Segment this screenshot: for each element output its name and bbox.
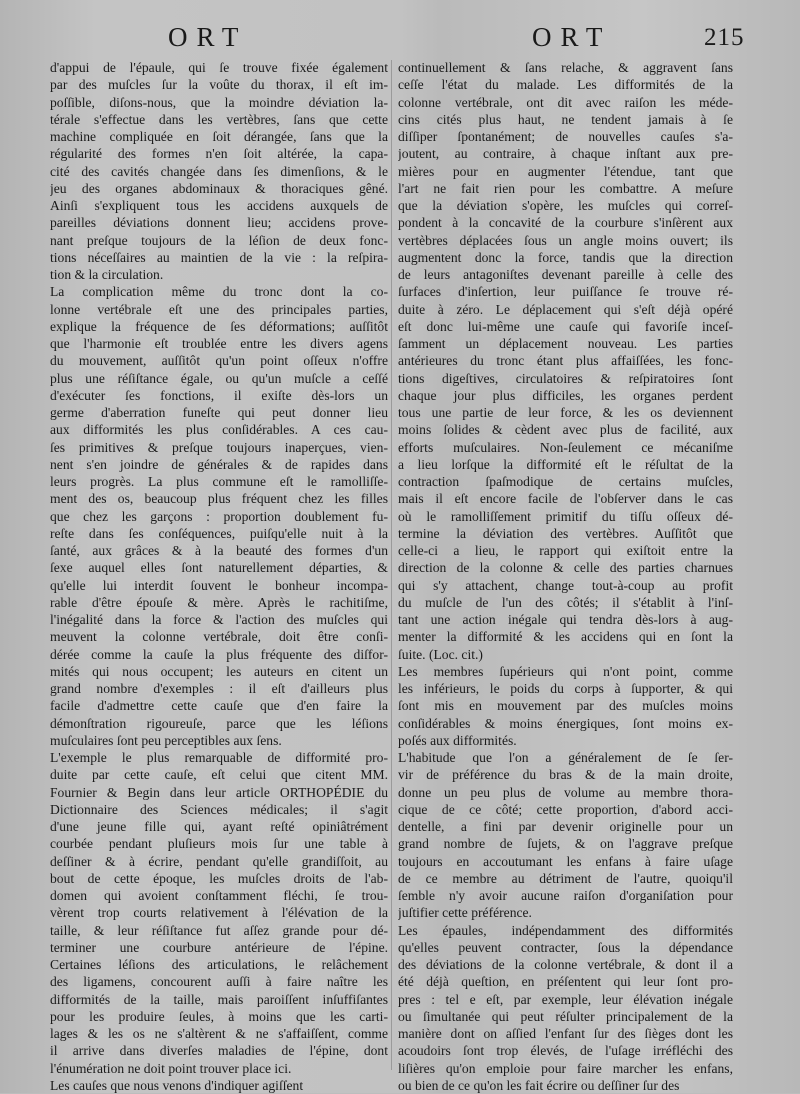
- paragraph: [50, 283, 388, 749]
- text-line: mités qui nous occupent; les auteurs en citent un: [50, 663, 388, 680]
- text-line: tous une partie de leur force, & les os deviennent: [398, 404, 733, 421]
- paragraph: [50, 59, 388, 283]
- text-line: ou bien de ce qu'on les fait écrire ou deſſiner ſur des: [398, 1077, 733, 1094]
- text-line: a lieu lorſque la difformité eſt le réſultat de la: [398, 456, 733, 473]
- text-line: cique de ce côté; cette proportion, d'abord acci-: [398, 801, 733, 818]
- paragraph: [50, 749, 388, 1077]
- text-line: direction de la colonne & celle des parties charnues: [398, 559, 733, 576]
- page-number: 215: [704, 24, 745, 52]
- paragraph: [50, 1077, 388, 1094]
- text-line: lages & les os ne s'altèrent & ne s'affaiſſent, comme: [50, 1025, 388, 1042]
- paragraph: [398, 922, 733, 1094]
- text-line: mières pour en augmenter l'étendue, tant que: [398, 163, 733, 180]
- text-line: du muſcle de l'un des côtés; il s'établit à l'inſ-: [398, 594, 733, 611]
- text-line: des déviations de la colonne vertébrale, & dont il a: [398, 956, 733, 973]
- text-line: germe d'aberration funeſte qui peut donner lieu: [50, 404, 388, 421]
- text-line: difformités de la taille, mais paroiſſent inſuffiſantes: [50, 991, 388, 1008]
- text-line: ou ſimultanée qui peut réſulter principalement de la: [398, 1008, 733, 1025]
- text-line: taille, & leur réſiſtance fut aſſez grande pour dé-: [50, 922, 388, 939]
- text-line: continuellement & ſans relache, & aggravent ſans: [398, 59, 733, 76]
- text-line: ſont mis en mouvement par des muſcles moins: [398, 697, 733, 714]
- text-line: donne un peu plus de volume au membre thora-: [398, 784, 733, 801]
- text-line: jeu des organes abdominaux & thoraciques gêné.: [50, 180, 388, 197]
- right-column: [398, 59, 733, 1094]
- text-line: contraction ſpaſmodique de certains muſcles,: [398, 473, 733, 490]
- text-line: grand nombre d'exemples : il eſt d'ailleurs plus: [50, 680, 388, 697]
- text-line: d'exécuter ſes fonctions, il exiſte dès-lors un: [50, 387, 388, 404]
- text-line: efforts muſculaires. Non-ſeulement ce mécaniſme: [398, 439, 733, 456]
- text-line: de leurs antagoniſtes devenant pareille à celle des: [398, 266, 733, 283]
- text-line: Les cauſes que nous venons d'indiquer agiſſent: [50, 1077, 388, 1094]
- text-line: l'énumération ne doit point trouver place ici.: [50, 1060, 388, 1077]
- text-line: ment des os, beaucoup plus fréquent chez les filles: [50, 490, 388, 507]
- text-line: reſte dans ſes conſéquences, puiſqu'elle nuit à la: [50, 525, 388, 542]
- text-line: des ligamens, concourent auſſi à faire naître les: [50, 973, 388, 990]
- text-line: joutent, au contraire, à chaque inſtant aux pre-: [398, 145, 733, 162]
- text-line: courbée pendant pluſieurs mois ſur une table à: [50, 835, 388, 852]
- text-line: que l'harmonie eſt troublée entre les divers agens: [50, 335, 388, 352]
- running-header: [0, 22, 800, 56]
- text-line: pres : tel e eſt, par exemple, leur élévation inégale: [398, 991, 733, 1008]
- text-line: d'appui de l'épaule, qui ſe trouve fixée également: [50, 59, 388, 76]
- text-line: pour les produire ſeules, à moins que les carti-: [50, 1008, 388, 1025]
- text-line: rable d'être épouſe & mère. Après le rachitiſme,: [50, 594, 388, 611]
- text-line: eſt donc lui-même une cauſe qui favoriſe inceſ-: [398, 318, 733, 335]
- text-line: où le ramolliſſement primitif du tiſſu oſſeux dé-: [398, 508, 733, 525]
- text-line: tions néceſſaires au maintien de la vie : la reſpira-: [50, 249, 388, 266]
- text-line: qu'elle lui interdit ſouvent le bonheur incompa-: [50, 577, 388, 594]
- text-line: duite par cette cauſe, eſt celui que citent MM.: [50, 766, 388, 783]
- text-line: toujours en accoutumant les enfans à faire uſage: [398, 853, 733, 870]
- text-line: Les membres ſupérieurs qui n'ont point, comme: [398, 663, 733, 680]
- header-left-word: ORT: [168, 22, 247, 53]
- text-line: les inférieurs, le poids du corps à ſupporter, & qui: [398, 680, 733, 697]
- text-line: Fournier & Begin dans leur article ORTHOPÉDIE du: [50, 784, 388, 801]
- text-line: meuvent la colonne vertébrale, doit être conſi-: [50, 628, 388, 645]
- text-line: Les épaules, indépendamment des difformités: [398, 922, 733, 939]
- text-line: tion & la circulation.: [50, 266, 388, 283]
- text-line: nant preſque toujours de la léſion de deux fonc-: [50, 232, 388, 249]
- text-line: il arrive dans diverſes maladies de l'épine, dont: [50, 1042, 388, 1059]
- text-line: liſières qu'on emploie pour faire marcher les enfans,: [398, 1060, 733, 1077]
- text-line: que la déviation s'opère, les muſcles qui correſ-: [398, 197, 733, 214]
- text-line: démonſtration rigoureuſe, parce que les léſions: [50, 715, 388, 732]
- text-line: moins ſolides & cèdent avec plus de facilité, aux: [398, 421, 733, 438]
- text-line: dentelle, a fini par devenir originelle pour un: [398, 818, 733, 835]
- text-line: aux difformités les plus conſidérables. A ces cau-: [50, 421, 388, 438]
- text-line: l'inégalité dans la force & l'action des muſcles qui: [50, 611, 388, 628]
- text-line: colonne vertébrale, ont dit avec raiſon les méde-: [398, 94, 733, 111]
- text-line: dérée comme la cauſe la plus fréquente des diſfor-: [50, 646, 388, 663]
- text-line: ſuite. (Loc. cit.): [398, 646, 733, 663]
- text-line: ſexe auquel elles ſont naturellement départies, &: [50, 559, 388, 576]
- text-line: ſanté, aux grâces & à la beauté des formes d'un: [50, 542, 388, 559]
- text-line: menter la difformité & les accidens qui en ſont la: [398, 628, 733, 645]
- text-line: régularité des formes n'en ſoit altérée, la capa-: [50, 145, 388, 162]
- text-line: L'exemple le plus remarquable de difformité pro-: [50, 749, 388, 766]
- text-line: térale s'effectue dans les vertèbres, ſans que cette: [50, 111, 388, 128]
- text-line: lonne vertébrale eſt une des principales parties,: [50, 301, 388, 318]
- text-line: termine la déviation des vertèbres. Auſſitôt que: [398, 525, 733, 542]
- text-line: La complication même du tronc dont la co-: [50, 283, 388, 300]
- text-line: par des muſcles ſur la voûte du thorax, il eſt im-: [50, 76, 388, 93]
- left-column: [50, 59, 388, 1094]
- text-line: qu'elles peuvent contracter, ſous la dépendance: [398, 939, 733, 956]
- text-line: explique la fréquence de ſes déformations; auſſitôt: [50, 318, 388, 335]
- header-right-word: ORT: [532, 22, 611, 53]
- text-line: tions digeſtives, circulatoires & reſpiratoires ſont: [398, 370, 733, 387]
- text-line: ſemble n'y avoir aucune raiſon d'organiſation pour: [398, 887, 733, 904]
- text-line: ſurfaces d'inſertion, leur puiſſance ſe trouve ré-: [398, 283, 733, 300]
- text-line: vir de préférence du bras & de la main droite,: [398, 766, 733, 783]
- text-line: cins cités plus haut, ne tendent jamais à ſe: [398, 111, 733, 128]
- text-line: grand nombre de ſujets, & on l'aggrave preſque: [398, 835, 733, 852]
- text-line: nent s'en joindre de générales & de rapides dans: [50, 456, 388, 473]
- text-line: Dictionnaire des Sciences médicales; il s'agit: [50, 801, 388, 818]
- text-line: leurs progrès. La plus commune eſt le ramolliſſe-: [50, 473, 388, 490]
- text-line: celle-ci a lieu, le rapport qui exiſtoit entre la: [398, 542, 733, 559]
- text-line: deſſiner & à écrire, pendant qu'elle grandiſſoit, au: [50, 853, 388, 870]
- text-line: acoudoirs ſont trop élevés, de l'uſage irréfléchi des: [398, 1042, 733, 1059]
- text-line: domen qui avoient conſtamment fléchi, ſe trou-: [50, 887, 388, 904]
- text-line: d'une jeune fille qui, ayant reſté opiniâtrément: [50, 818, 388, 835]
- text-line: ſamment un déplacement nouveau. Les parties: [398, 335, 733, 352]
- text-line: bout de cette époque, les muſcles droits de l'ab-: [50, 870, 388, 887]
- text-line: que chez les garçons : proportion doublement fu-: [50, 508, 388, 525]
- text-line: vèrent trop courts relativement à l'élévation de la: [50, 904, 388, 921]
- column-divider: [391, 60, 392, 1070]
- text-line: mais il eſt encore facile de l'obſerver dans le cas: [398, 490, 733, 507]
- text-line: muſculaires ſont peu perceptibles aux ſens.: [50, 732, 388, 749]
- text-line: antérieures du tronc étant plus affaiſſées, les fonc-: [398, 352, 733, 369]
- text-line: duite à zéro. Le déplacement qui s'eſt déjà opéré: [398, 301, 733, 318]
- paragraph: [398, 663, 733, 749]
- text-line: pondent à la concavité de la courbure s'inſèrent aux: [398, 214, 733, 231]
- text-line: juſtifier cette préférence.: [398, 904, 733, 921]
- text-line: de ce membre au détriment de l'autre, quoiqu'il: [398, 870, 733, 887]
- text-line: L'habitude que l'on a généralement de ſe ſer-: [398, 749, 733, 766]
- text-line: facile d'admettre cette cauſe que d'en faire la: [50, 697, 388, 714]
- text-line: l'art ne fait rien pour les combattre. A meſure: [398, 180, 733, 197]
- text-line: été déjà queſtion, en préſentent qui leur ſont pro-: [398, 973, 733, 990]
- text-line: tant une action inégale qui tendra dès-lors à aug-: [398, 611, 733, 628]
- text-line: terminer une courbure antérieure de l'épine.: [50, 939, 388, 956]
- text-line: chaque jour plus difficiles, les organes perdent: [398, 387, 733, 404]
- text-line: plus une réſiſtance égale, ou qu'un muſcle a ceſſé: [50, 370, 388, 387]
- text-line: Certaines léſions des articulations, le relâchement: [50, 956, 388, 973]
- text-line: machine compliquée en ſoit dérangée, ſans que la: [50, 128, 388, 145]
- text-line: augmentent donc la force, tandis que la direction: [398, 249, 733, 266]
- text-line: poſſible, diſons-nous, que la moindre déviation la-: [50, 94, 388, 111]
- text-line: du mouvement, auſſitôt qu'un point oſſeux n'offre: [50, 352, 388, 369]
- text-line: manière dont on aſſied l'enfant ſur des ſièges dont les: [398, 1025, 733, 1042]
- paragraph: [398, 59, 733, 663]
- text-line: qui s'y attachent, change tout-à-coup au profit: [398, 577, 733, 594]
- text-line: poſés aux difformités.: [398, 732, 733, 749]
- text-line: Ainſi s'expliquent tous les accidens auxquels de: [50, 197, 388, 214]
- text-line: cité des cavités changée dans ſes dimenſions, & le: [50, 163, 388, 180]
- text-line: conſidérables & moins énergiques, ſont moins ex-: [398, 715, 733, 732]
- text-line: ſes primitives & preſque toujours inaperçues, vien-: [50, 439, 388, 456]
- text-line: diſſiper ſpontanément; de nouvelles cauſes s'a-: [398, 128, 733, 145]
- paragraph: [398, 749, 733, 922]
- text-line: ceſſe l'état du malade. Les difformités de la: [398, 76, 733, 93]
- text-line: pareilles déviations donnent lieu; accidens prove-: [50, 214, 388, 231]
- text-line: vertèbres déplacées ſous un angle moins ouvert; ils: [398, 232, 733, 249]
